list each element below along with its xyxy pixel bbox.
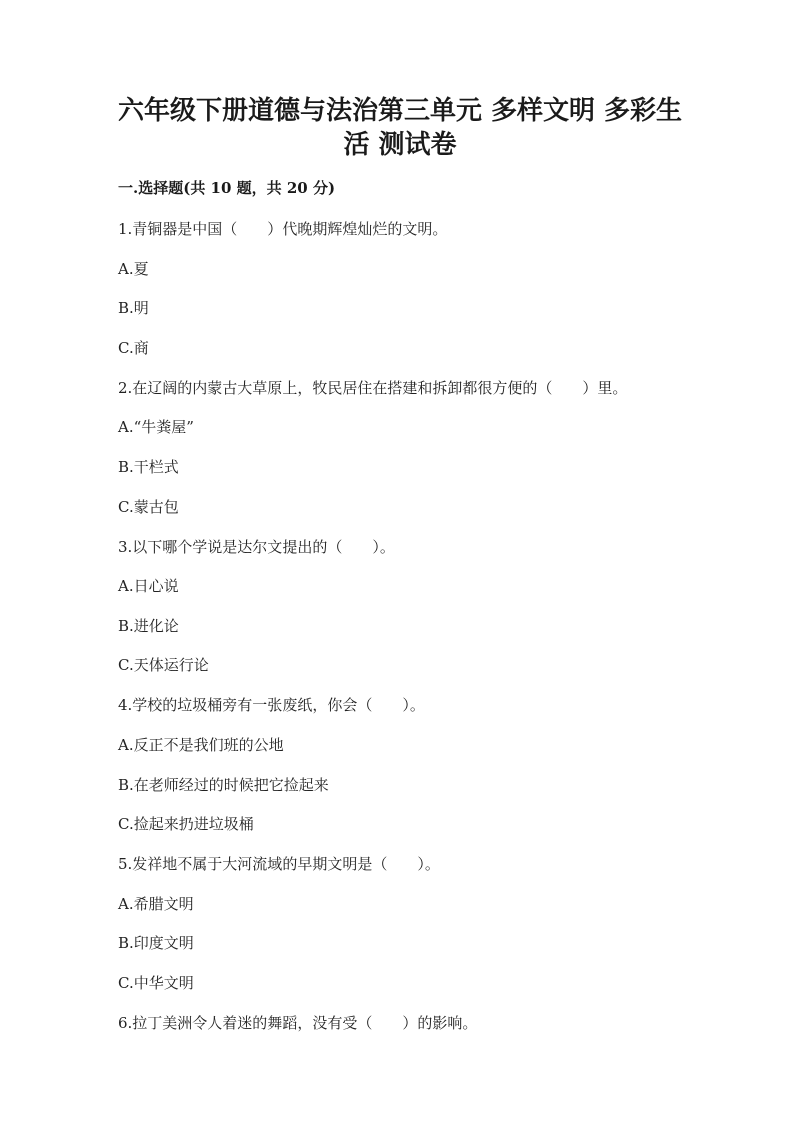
question-5-stem: 5.发祥地不属于大河流域的早期文明是（ ）。 (118, 855, 440, 873)
page-title-line-2: 活 测试卷 (343, 130, 457, 160)
question-5-option-a: A.希腊文明 (118, 895, 194, 913)
question-5-option-b: B.印度文明 (118, 934, 194, 952)
question-5-option-c: C.中华文明 (118, 974, 194, 992)
question-2-stem: 2.在辽阔的内蒙古大草原上，牧民居住在搭建和拆卸都很方便的（ ）里。 (118, 379, 628, 397)
question-1-option-a: A.夏 (118, 260, 149, 278)
question-4-option-b: B.在老师经过的时候把它捡起来 (118, 776, 329, 794)
question-4-option-a: A.反正不是我们班的公地 (118, 736, 284, 754)
question-2-option-c: C.蒙古包 (118, 498, 179, 516)
question-2-option-b: B.干栏式 (118, 458, 179, 476)
question-1-stem: 1.青铜器是中国（ ）代晚期辉煌灿烂的文明。 (118, 220, 448, 238)
question-4-option-c: C.捡起来扔进垃圾桶 (118, 815, 254, 833)
page-title-line-1: 六年级下册道德与法治第三单元 多样文明 多彩生 (117, 96, 683, 126)
question-3-option-c: C.天体运行论 (118, 656, 209, 674)
question-2-option-a: A.“牛粪屋” (118, 418, 194, 436)
question-1-option-c: C.商 (118, 339, 149, 357)
section-heading: 一.选择题(共 10 题，共 20 分) (118, 179, 336, 197)
question-6-stem: 6.拉丁美洲令人着迷的舞蹈，没有受（ ）的影响。 (118, 1014, 478, 1032)
question-3-option-b: B.进化论 (118, 617, 179, 635)
question-1-option-b: B.明 (118, 299, 149, 317)
question-3-option-a: A.日心说 (118, 577, 179, 595)
page-title (100, 94, 700, 162)
question-3-stem: 3.以下哪个学说是达尔文提出的（ ）。 (118, 538, 395, 556)
question-4-stem: 4.学校的垃圾桶旁有一张废纸，你会（ ）。 (118, 696, 425, 714)
